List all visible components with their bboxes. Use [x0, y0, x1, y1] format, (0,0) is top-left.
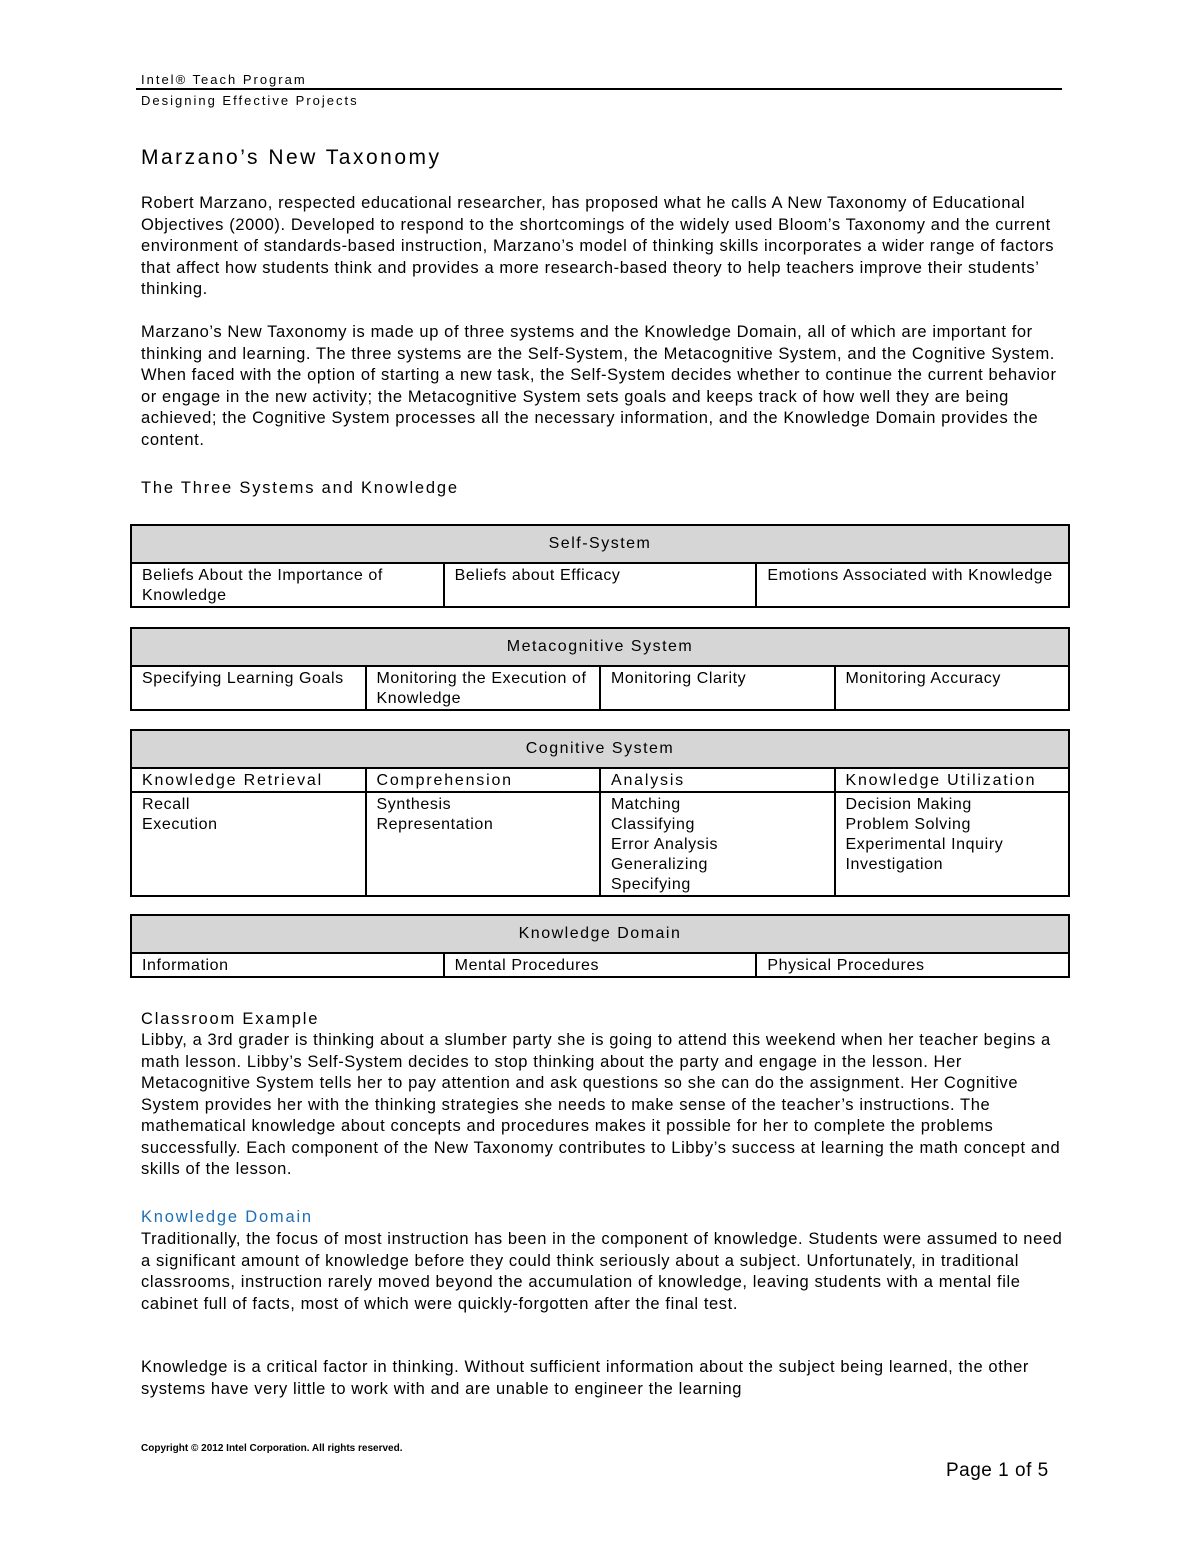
cognitive-col-knowledge-utilization	[835, 792, 1070, 896]
cognitive-col-header: Knowledge Retrieval	[131, 768, 366, 792]
cognitive-col-header: Knowledge Utilization	[835, 768, 1070, 792]
classroom-example-heading: Classroom Example	[141, 1010, 320, 1028]
cognitive-item: Decision Making	[845, 796, 972, 813]
metacognitive-cell: Monitoring Clarity	[600, 666, 835, 710]
self-system-title: Self-System	[131, 525, 1069, 563]
cognitive-item: Classifying	[611, 816, 695, 833]
cognitive-item: Representation	[376, 816, 494, 833]
cognitive-col-header: Comprehension	[366, 768, 601, 792]
metacognitive-cell: Monitoring Accuracy	[835, 666, 1070, 710]
metacognitive-title: Metacognitive System	[131, 628, 1069, 666]
intro-paragraph-1: Robert Marzano, respected educational researcher, has proposed what he calls A New Taxonomy of Educational Objectives (2000). Developed to respond to the shortcomings of the widely used Bloom’s Taxonomy and the current environment of standards-based instruction, Marzano’s model of thinking skills incorporates a wider range of factors that affect how students think and provides a more research-based theory to help teachers improve their students’ thinking.	[141, 194, 1055, 298]
knowledge-domain-table	[130, 914, 1070, 978]
cognitive-item: Generalizing	[611, 856, 709, 873]
page-number: Page 1 of 5	[946, 1460, 1049, 1481]
header-rule	[136, 88, 1062, 90]
cognitive-item: Specifying	[611, 876, 691, 893]
copyright-notice: Copyright © 2012 Intel Corporation. All rights reserved.	[141, 1443, 403, 1454]
cognitive-col-analysis	[600, 792, 835, 896]
metacognitive-table	[130, 627, 1070, 711]
cognitive-item: Experimental Inquiry	[845, 836, 1004, 853]
header-program: Intel® Teach Program	[141, 72, 307, 87]
metacognitive-cell: Monitoring the Execution of Knowledge	[366, 666, 601, 710]
cognitive-item: Problem Solving	[845, 816, 971, 833]
cognitive-item: Investigation	[845, 856, 944, 873]
knowledge-domain-cell: Information	[131, 953, 444, 977]
knowledge-domain-paragraph-1: Traditionally, the focus of most instruction has been in the component of knowledge. Students were assumed to need a significant amount of knowledge before they could think seriously about a subject. Unfortunately, in traditional classrooms, instruction rarely moved beyond the accumulation of knowledge, leaving students with a mental file cabinet full of facts, most of which were quickly-forgotten after the final test.	[141, 1230, 1063, 1313]
knowledge-domain-cell: Physical Procedures	[756, 953, 1069, 977]
cognitive-title: Cognitive System	[131, 730, 1069, 768]
header-unit: Designing Effective Projects	[141, 93, 359, 108]
metacognitive-cell: Specifying Learning Goals	[131, 666, 366, 710]
cognitive-item: Error Analysis	[611, 836, 719, 853]
cognitive-item: Execution	[142, 816, 218, 833]
knowledge-domain-paragraph-2: Knowledge is a critical factor in thinking. Without sufficient information about the subject being learned, the other systems have very little to work with and are unable to engineer the learning	[141, 1358, 1030, 1398]
cognitive-col-knowledge-retrieval	[131, 792, 366, 896]
self-system-cell: Emotions Associated with Knowledge	[756, 563, 1069, 607]
self-system-cell: Beliefs about Efficacy	[444, 563, 757, 607]
cognitive-item: Recall	[142, 796, 191, 813]
knowledge-domain-heading: Knowledge Domain	[141, 1208, 313, 1226]
self-system-cell: Beliefs About the Importance of Knowledge	[131, 563, 444, 607]
cognitive-item: Matching	[611, 796, 681, 813]
classroom-example-text: Libby, a 3rd grader is thinking about a slumber party she is going to attend this weekend when her teacher begins a math lesson. Libby’s Self-System decides to stop thinking about the party and engage in the lesson. Her Metacognitive System tells her to pay attention and ask questions so she can do the assignment. Her Cognitive System provides her with the thinking strategies she needs to make sense of the teacher’s instructions. The mathematical knowledge about concepts and procedures makes it possible for her to complete the problems successfully. Each component of the New Taxonomy contributes to Libby’s success at learning the math concept and skills of the lesson.	[141, 1031, 1061, 1178]
cognitive-col-comprehension	[366, 792, 601, 896]
knowledge-domain-cell: Mental Procedures	[444, 953, 757, 977]
cognitive-table	[130, 729, 1070, 897]
cognitive-item: Synthesis	[376, 796, 452, 813]
intro-paragraph-2: Marzano’s New Taxonomy is made up of three systems and the Knowledge Domain, all of which are important for thinking and learning. The three systems are the Self-System, the Metacognitive System, and the Cognitive System. When faced with the option of starting a new task, the Self-System decides whether to continue the current behavior or engage in the new activity; the Metacognitive System sets goals and keeps track of how well they are being achieved; the Cognitive System processes all the necessary information, and the Knowledge Domain provides the content.	[141, 323, 1057, 449]
page-title: Marzano’s New Taxonomy	[141, 146, 442, 169]
self-system-table	[130, 524, 1070, 608]
cognitive-col-header: Analysis	[600, 768, 835, 792]
systems-heading: The Three Systems and Knowledge	[141, 479, 459, 497]
knowledge-domain-title: Knowledge Domain	[131, 915, 1069, 953]
